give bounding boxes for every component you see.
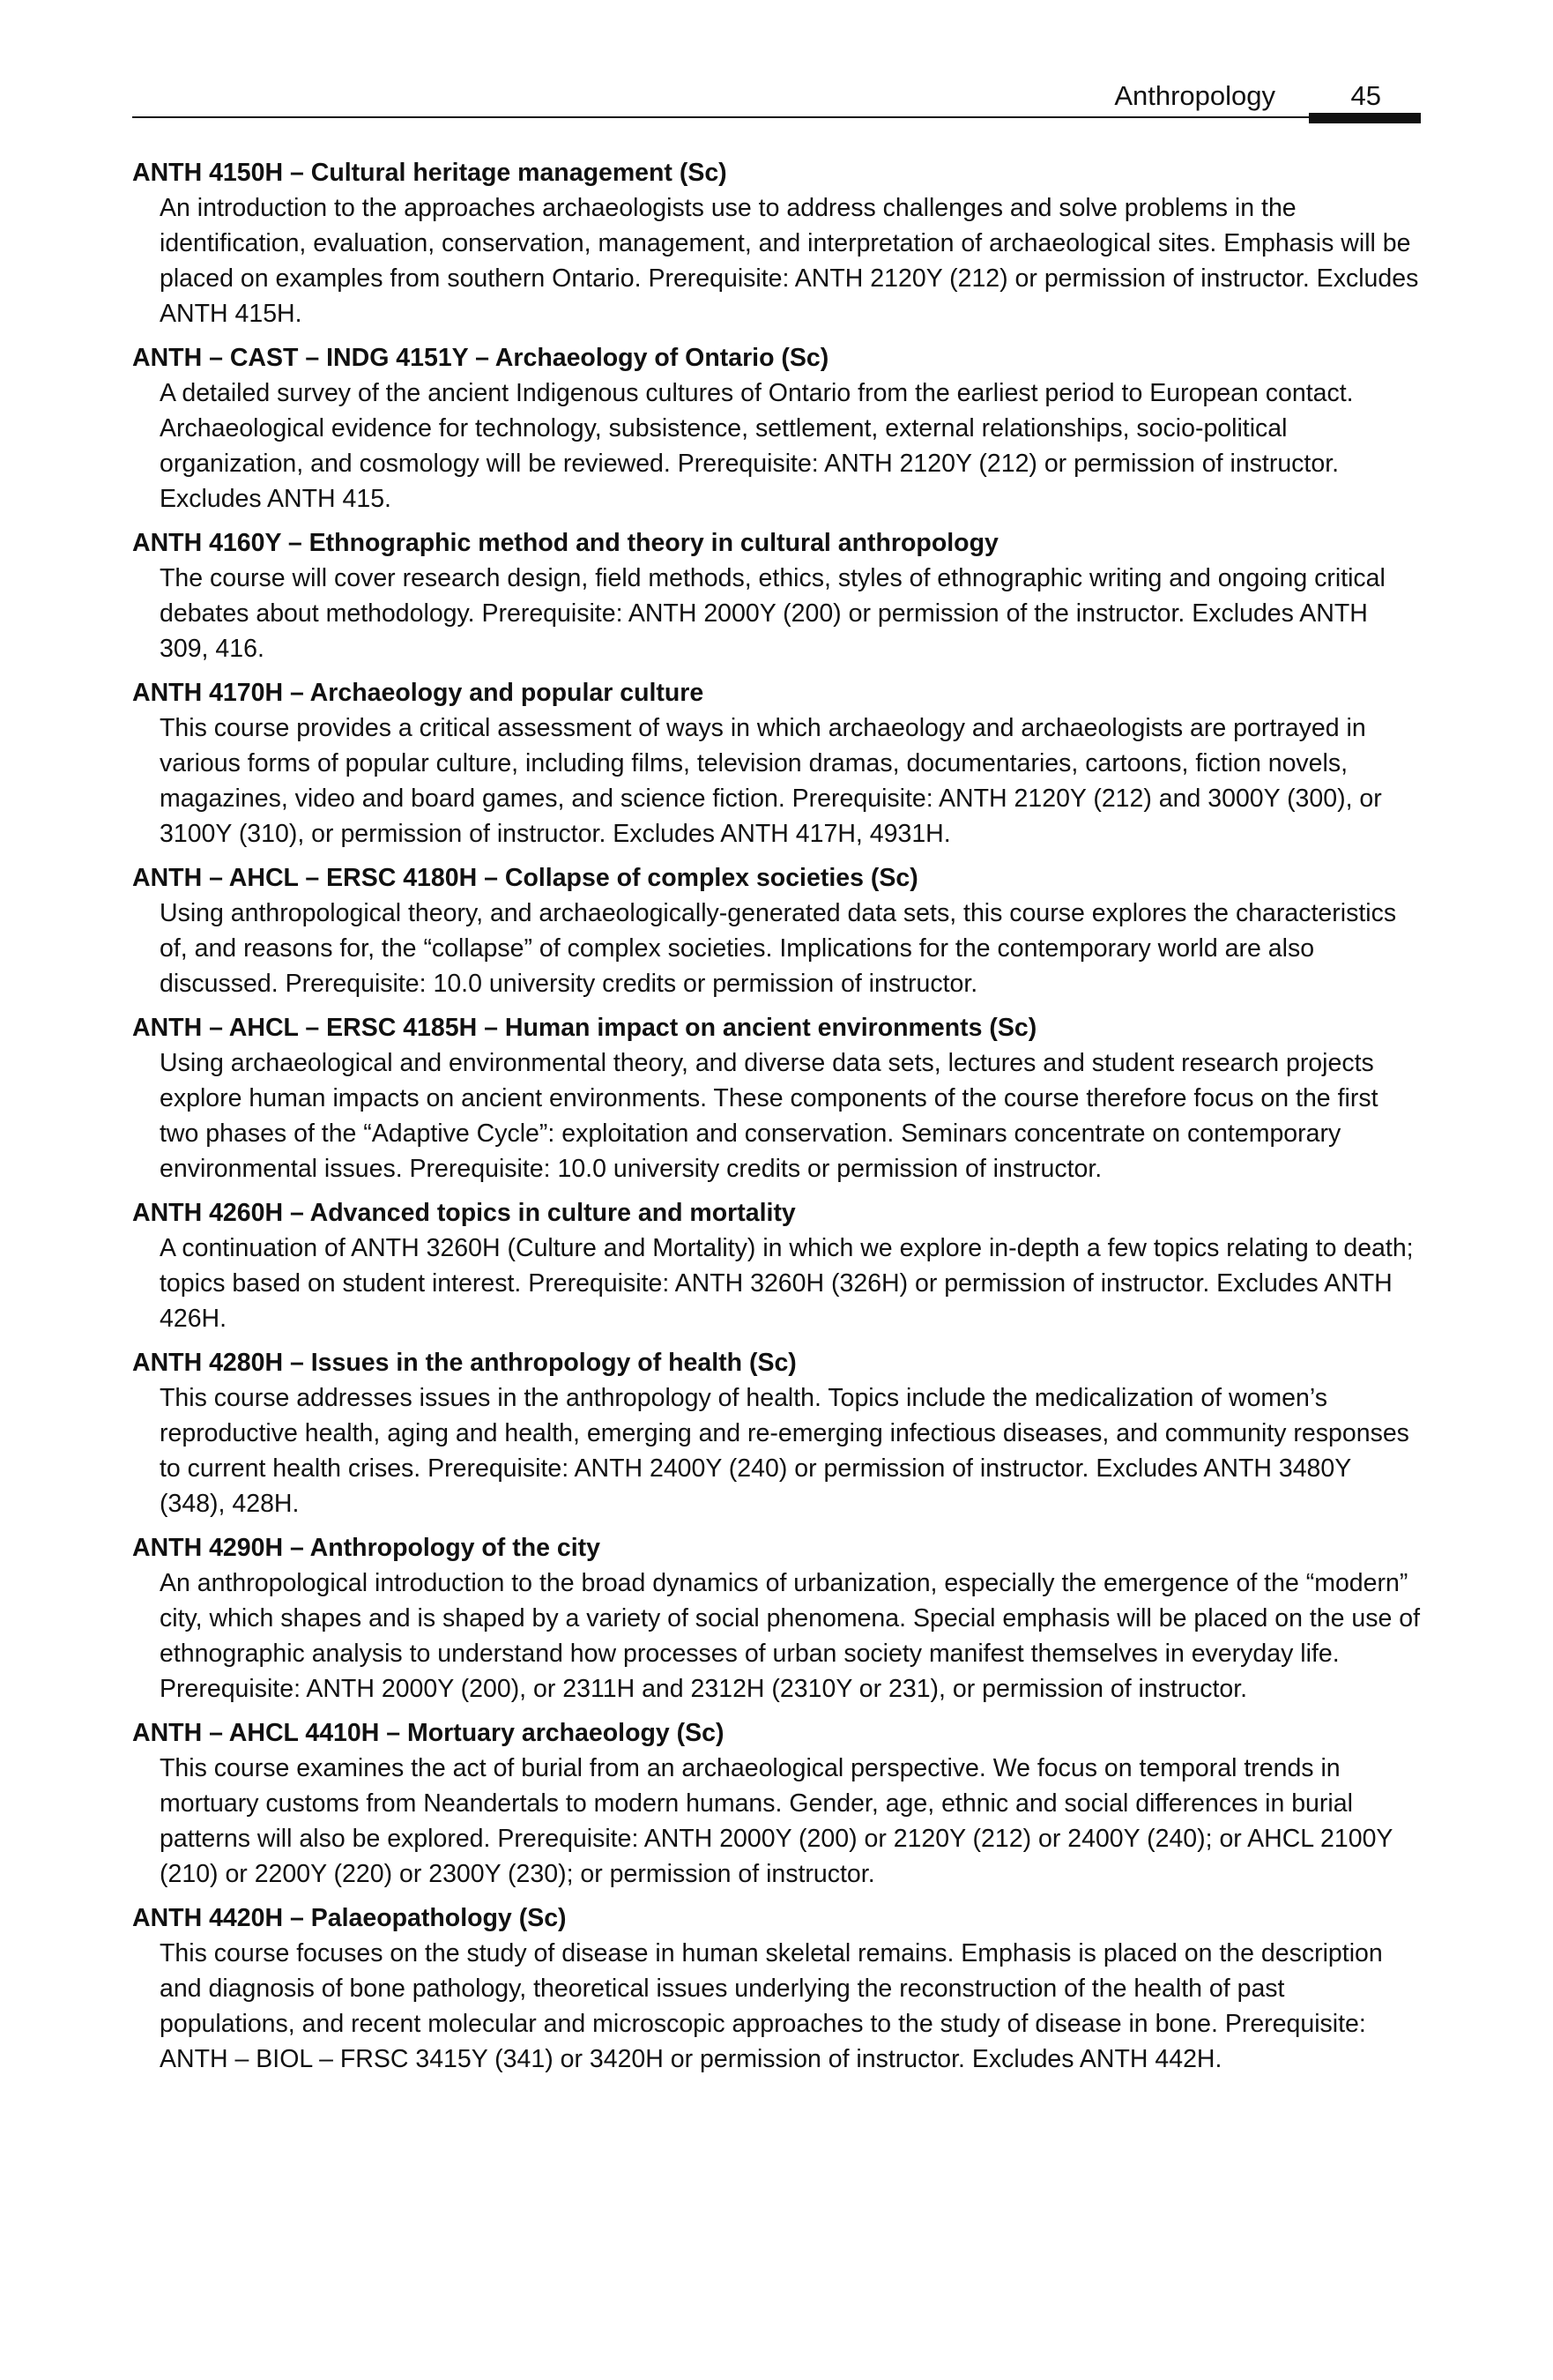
course-description: Using archaeological and environmental theory, and diverse data sets, lectures and student research projects explore human impacts on ancient environments. These components of the course therefore focus on the first two phases of the “Adaptive Cycle”: exploitation and conservation. Seminars concentrate on contemporary environmental issues. Prerequisite: 10.0 university credits or permission of instructor. xyxy=(160,1049,1378,1183)
course-title: ANTH – CAST – INDG 4151Y – Archaeology of Ontario (Sc) xyxy=(132,344,829,372)
course-description: An introduction to the approaches archaeologists use to address challenges and solve problems in the identification, evaluation, conservation, management, and interpretation of archaeological sites. Emphasis will be placed on examples from southern Ontario. Prerequisite: ANTH 2120Y (212) or permission of instructor. Excludes ANTH 415H. xyxy=(160,194,1419,328)
course-entry xyxy=(132,1195,1421,1336)
course-title: ANTH 4420H – Palaeopathology (Sc) xyxy=(132,1904,567,1932)
page-number: 45 xyxy=(1350,80,1381,111)
course-entry xyxy=(132,1900,1421,2077)
course-title: ANTH 4280H – Issues in the anthropology of health (Sc) xyxy=(132,1349,797,1377)
course-entry xyxy=(132,525,1421,666)
header-bar xyxy=(1309,113,1421,123)
course-title: ANTH – AHCL – ERSC 4185H – Human impact on ancient environments (Sc) xyxy=(132,1014,1037,1042)
course-description: This course focuses on the study of disease in human skeletal remains. Emphasis is placed on the description and diagnosis of bone pathology, theoretical issues underlying the reconstruction of the health of past populations, and recent molecular and microscopic approaches to the study of disease in bone. Prerequisite: ANTH – BIOL – FRSC 3415Y (341) or 3420H or permission of instructor. Excludes ANTH 442H. xyxy=(160,1939,1383,2073)
course-entry xyxy=(132,1715,1421,1892)
course-description: This course examines the act of burial from an archaeological perspective. We focus on temporal trends in mortuary customs from Neandertals to modern humans. Gender, age, ethnic and social differences in burial patterns will also be explored. Prerequisite: ANTH 2000Y (200) or 2120Y (212) or 2400Y (240); or AHCL 2100Y (210) or 2200Y (220) or 2300Y (230); or permission of instructor. xyxy=(160,1754,1393,1888)
course-description: An anthropological introduction to the broad dynamics of urbanization, especially the emergence of the “modern” city, which shapes and is shaped by a variety of social phenomena. Special emphasis will be placed on the use of ethnographic analysis to understand how processes of urban society manifest themselves in everyday life. Prerequisite: ANTH 2000Y (200), or 2311H and 2312H (2310Y or 231), or permission of instructor. xyxy=(160,1569,1421,1703)
course-title: ANTH 4290H – Anthropology of the city xyxy=(132,1534,600,1562)
course-entry xyxy=(132,155,1421,331)
course-title: ANTH 4160Y – Ethnographic method and theory in cultural anthropology xyxy=(132,529,999,557)
course-title: ANTH – AHCL 4410H – Mortuary archaeology (Sc) xyxy=(132,1719,724,1747)
course-entry xyxy=(132,860,1421,1001)
course-description: Using anthropological theory, and archaeologically-generated data sets, this course explores the characteristics of, and reasons for, the “collapse” of complex societies. Implications for the contemporary world are also discussed. Prerequisite: 10.0 university credits or permission of instructor. xyxy=(160,899,1397,998)
course-entry xyxy=(132,1010,1421,1186)
course-description: This course addresses issues in the anthropology of health. Topics include the medicalization of women’s reproductive health, aging and health, emerging and re-emerging infectious diseases, and community responses to current health crises. Prerequisite: ANTH 2400Y (240) or permission of instructor. Excludes ANTH 3480Y (348), 428H. xyxy=(160,1384,1409,1518)
course-description: The course will cover research design, field methods, ethics, styles of ethnographic writing and ongoing critical debates about methodology. Prerequisite: ANTH 2000Y (200) or permission of the instructor. Excludes ANTH 309, 416. xyxy=(160,564,1386,663)
page-header xyxy=(132,78,1421,132)
course-title: ANTH 4170H – Archaeology and popular culture xyxy=(132,679,704,707)
course-description: A detailed survey of the ancient Indigenous cultures of Ontario from the earliest period to European contact. Archaeological evidence for technology, subsistence, settlement, external relationships, socio-political organization, and cosmology will be reviewed. Prerequisite: ANTH 2120Y (212) or permission of instructor. Excludes ANTH 415. xyxy=(160,379,1354,513)
course-description: A continuation of ANTH 3260H (Culture and Mortality) in which we explore in-depth a few topics relating to death; topics based on student interest. Prerequisite: ANTH 3260H (326H) or permission of instructor. Excludes ANTH 426H. xyxy=(160,1234,1414,1333)
course-description: This course provides a critical assessment of ways in which archaeology and archaeologists are portrayed in various forms of popular culture, including films, television dramas, documentaries, cartoons, fiction novels, magazines, video and board games, and science fiction. Prerequisite: ANTH 2120Y (212) and 3000Y (300), or 3100Y (310), or permission of instructor. Excludes ANTH 417H, 4931H. xyxy=(160,714,1382,848)
course-entry xyxy=(132,675,1421,852)
course-list xyxy=(132,155,1421,2086)
course-entry xyxy=(132,1345,1421,1521)
course-entry xyxy=(132,1530,1421,1707)
running-head: Anthropology xyxy=(1114,80,1275,111)
course-title: ANTH – AHCL – ERSC 4180H – Collapse of complex societies (Sc) xyxy=(132,864,918,892)
course-title: ANTH 4150H – Cultural heritage management (Sc) xyxy=(132,159,727,187)
header-rule xyxy=(132,116,1421,118)
course-title: ANTH 4260H – Advanced topics in culture and mortality xyxy=(132,1199,796,1227)
course-entry xyxy=(132,340,1421,517)
